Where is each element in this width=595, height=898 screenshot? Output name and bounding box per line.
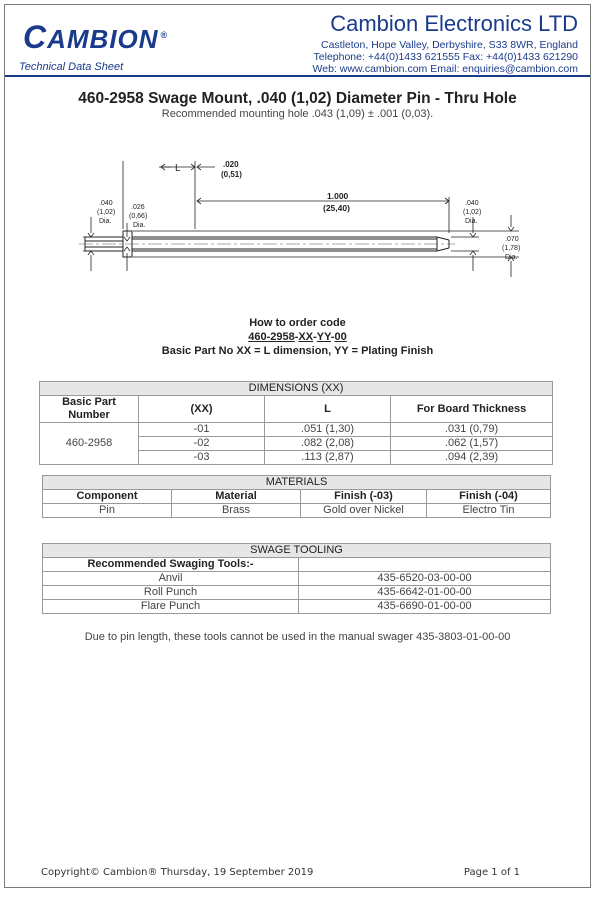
tool-name: Anvil — [43, 572, 299, 586]
logo-registered-mark: ® — [160, 30, 169, 41]
tooling-subheader-blank — [299, 558, 551, 572]
company-name: Cambion Electronics LTD — [330, 11, 578, 36]
dim-040-right-mm: (1,02) — [463, 209, 482, 216]
board-value: .062 (1,57) — [391, 437, 553, 451]
dim-026-mm: (0,66) — [129, 213, 148, 220]
logo-initial: C — [23, 19, 48, 55]
dim-040-left-in: .040 — [99, 200, 113, 207]
tool-part-number: 435-6642-01-00-00 — [299, 586, 551, 600]
order-code-yy: YY — [316, 331, 331, 343]
material-value: Brass — [172, 504, 301, 518]
xx-value: -03 — [139, 451, 265, 465]
board-value: .031 (0,79) — [391, 423, 553, 437]
order-code — [5, 331, 590, 343]
col-header-xx: (XX) — [139, 396, 265, 423]
finish-03-value: Gold over Nickel — [301, 504, 427, 518]
col-header-l: L — [265, 396, 391, 423]
page-subtitle: Recommended mounting hole .043 (1,09) ± .001 (0,03). — [161, 108, 434, 120]
materials-table — [42, 475, 551, 518]
pin-drawing — [75, 153, 535, 293]
part-number: 460-2958 — [40, 423, 139, 465]
table-row — [43, 572, 551, 586]
dim-070-mm: (1,78) — [502, 245, 521, 252]
company-address: Castleton, Hope Valley, Derbyshire, S33 8WR, England — [321, 39, 578, 51]
order-code-xx: XX — [298, 331, 314, 343]
dim-l-label: L — [175, 163, 181, 174]
table-row — [40, 423, 553, 437]
table-row — [43, 504, 551, 518]
tooling-subheader: Recommended Swaging Tools:- — [43, 558, 299, 572]
xx-value: -02 — [139, 437, 265, 451]
order-heading: How to order code — [249, 317, 346, 329]
col-header-part: Basic Part Number — [40, 396, 139, 423]
dim-070 — [133, 215, 519, 277]
l-value: .113 (2,87) — [265, 451, 391, 465]
col-header-finish-03: Finish (-03) — [301, 490, 427, 504]
col-header-board: For Board Thickness — [391, 396, 553, 423]
footer-copyright: Copyright© Cambion® Thursday, 19 September 2019 — [41, 867, 314, 878]
order-code-sep: - — [330, 331, 335, 343]
dim-020-in: .020 — [223, 160, 239, 169]
dim-070-dia: Dia. — [505, 254, 518, 261]
order-description: Basic Part No XX = L dimension, YY = Plating Finish — [161, 345, 434, 357]
dim-026-in: .026 — [131, 204, 145, 211]
footer-page-number: Page 1 of 1 — [463, 867, 520, 878]
dimensions-title: DIMENSIONS (XX) — [40, 382, 553, 396]
materials-title: MATERIALS — [43, 476, 551, 490]
dim-1000-mm: (25,40) — [323, 203, 350, 213]
tool-name: Flare Punch — [43, 600, 299, 614]
page-title: 460-2958 Swage Mount, .040 (1,02) Diameter Pin - Thru Hole — [78, 90, 517, 107]
header — [5, 5, 590, 77]
l-value: .082 (2,08) — [265, 437, 391, 451]
l-value: .051 (1,30) — [265, 423, 391, 437]
table-row — [43, 586, 551, 600]
order-code-sep: - — [294, 331, 299, 343]
order-code-part: 460-2958 — [248, 331, 295, 343]
dim-026-dia: Dia. — [133, 222, 146, 229]
data-sheet-page — [4, 4, 591, 888]
dimensions-table — [39, 381, 553, 465]
order-code-sep: - — [313, 331, 317, 343]
dim-020-mm: (0,51) — [221, 170, 242, 179]
dim-040-left-mm: (1,02) — [97, 209, 116, 216]
dim-040-right-dia: Dia. — [465, 218, 478, 225]
document-type: Technical Data Sheet — [19, 61, 124, 73]
dim-040-right — [451, 217, 479, 271]
table-row — [43, 600, 551, 614]
tooling-table — [42, 543, 551, 614]
dim-040-left-dia: Dia. — [99, 218, 112, 225]
col-header-finish-04: Finish (-04) — [427, 490, 551, 504]
xx-value: -01 — [139, 423, 265, 437]
tool-part-number: 435-6690-01-00-00 — [299, 600, 551, 614]
dim-1000-in: 1.000 — [327, 191, 349, 201]
dim-040-right-in: .040 — [465, 200, 479, 207]
tooling-note: Due to pin length, these tools cannot be used in the manual swager 435-3803-01-00-00 — [84, 631, 511, 643]
board-value: .094 (2,39) — [391, 451, 553, 465]
col-header-material: Material — [172, 490, 301, 504]
company-web: Web: www.cambion.com Email: enquiries@cambion.com — [312, 63, 578, 75]
component-value: Pin — [43, 504, 172, 518]
cambion-logo — [23, 19, 168, 56]
order-code-00: 00 — [334, 331, 347, 343]
company-phone: Telephone: +44(0)1433 621555 Fax: +44(0)1433 621290 — [313, 51, 578, 63]
tool-part-number: 435-6520-03-00-00 — [299, 572, 551, 586]
tooling-title: SWAGE TOOLING — [43, 544, 551, 558]
col-header-component: Component — [43, 490, 172, 504]
finish-04-value: Electro Tin — [427, 504, 551, 518]
logo-text: AMBION — [47, 24, 159, 54]
tool-name: Roll Punch — [43, 586, 299, 600]
dim-070-in: .070 — [505, 236, 519, 243]
